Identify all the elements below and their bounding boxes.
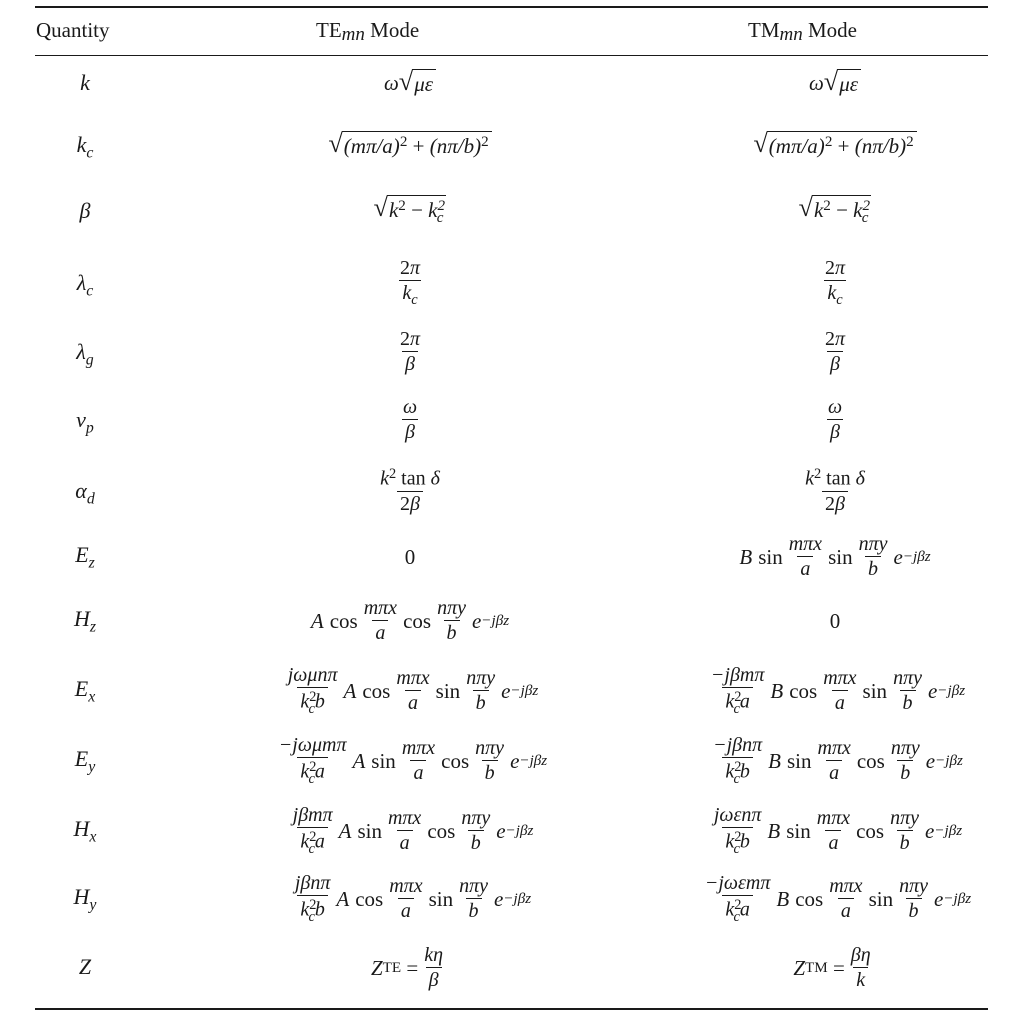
quantity-ez: $E_z$ bbox=[75, 542, 95, 572]
te-beta: √ $k^2 - k^2_c$ bbox=[373, 192, 446, 227]
tm-lambda-g: $\frac{2\pi}{\beta}$ bbox=[824, 328, 846, 375]
quantity-kc: $k_c$ bbox=[76, 132, 94, 162]
table-row-hy bbox=[35, 868, 988, 930]
tm-hy: $\frac{\text{−jωεmπ}}{k^2_ca}$ B cos $\frac{\text{mπx}}{a}$ sin $\frac{\text{nπy}}{b}$ e −jβz bbox=[704, 872, 972, 925]
te-hz: A cos $\frac{\text{mπx}}{a}$ cos $\frac{\text{nπy}}{b}$ e −jβz bbox=[310, 597, 510, 644]
te-z: Z TE = $\frac{k\eta}{\beta}$ bbox=[370, 944, 444, 991]
table-row-ex bbox=[35, 660, 988, 722]
header-tm-prefix: TM bbox=[748, 18, 780, 42]
top-rule bbox=[35, 6, 988, 8]
tm-alpha-d: $\frac{k^2 \tan \delta}{2\beta}$ bbox=[805, 466, 865, 515]
header-tm-sub: mn bbox=[779, 24, 803, 45]
quantity-alpha-d: $\alpha_d$ bbox=[75, 478, 95, 508]
header-te-mode bbox=[316, 18, 419, 43]
tm-hz: 0 bbox=[829, 608, 841, 633]
table-row-kc bbox=[35, 122, 988, 168]
tm-ex: $\frac{\text{−jβmπ}}{k^2_ca}$ B cos $\frac{\text{mπx}}{a}$ sin $\frac{\text{nπy}}{b}$ e −jβz bbox=[710, 664, 966, 717]
tm-k: ω √ με bbox=[635, 62, 1024, 104]
tm-hx: $\frac{\text{jωεnπ}}{k^2_cb}$ B sin $\frac{\text{mπx}}{a}$ cos $\frac{\text{nπy}}{b}$ e −jβz bbox=[713, 804, 963, 857]
table-row-lambda-c bbox=[35, 252, 988, 314]
te-hx: $\frac{\text{jβmπ}}{k^2_ca}$ A sin $\frac{\text{mπx}}{a}$ cos $\frac{\text{nπy}}{b}$ e −jβz bbox=[292, 804, 534, 857]
header-te-suffix: Mode bbox=[364, 18, 420, 42]
table-row-lambda-g bbox=[35, 321, 988, 383]
te-ex: $\frac{\text{jωμnπ}}{k^2_cb}$ A cos $\frac{\text{mπx}}{a}$ sin $\frac{\text{nπy}}{b}$ e −jβz bbox=[287, 664, 539, 717]
te-ez: 0 bbox=[404, 544, 416, 569]
te-ey: $\frac{\text{−jωμmπ}}{k^2_ca}$ A sin $\frac{\text{mπx}}{a}$ cos $\frac{\text{nπy}}{b}$ e −jβz bbox=[278, 734, 548, 787]
quantity-beta: β bbox=[79, 198, 91, 223]
tm-ey: $\frac{\text{−jβnπ}}{k^2_cb}$ B sin $\frac{\text{mπx}}{a}$ cos $\frac{\text{nπy}}{b}$ e −jβz bbox=[713, 734, 963, 787]
te-kc: √ $(m\pi/a)^2 + (n\pi/b)^2$ bbox=[220, 122, 600, 168]
te-k: ω √ με bbox=[220, 62, 600, 104]
quantity-ex: $E_x$ bbox=[74, 676, 96, 706]
table-row-ez bbox=[35, 528, 988, 586]
te-lambda-c: $\frac{2\pi}{k_c}$ bbox=[399, 256, 421, 308]
quantity-k: k bbox=[80, 70, 90, 95]
header-rule bbox=[35, 55, 988, 56]
quantity-hx: $H_x$ bbox=[73, 816, 97, 846]
tm-kc: √ $(m\pi/a)^2 + (n\pi/b)^2$ bbox=[635, 122, 1024, 168]
table-row-ey bbox=[35, 730, 988, 792]
tm-vp: $\frac{\omega}{\beta}$ bbox=[827, 396, 843, 443]
header-te-sub: mn bbox=[341, 24, 365, 45]
bottom-rule bbox=[35, 1008, 988, 1010]
te-hy: $\frac{\text{jβnπ}}{k^2_cb}$ A cos $\frac{\text{mπx}}{a}$ sin $\frac{\text{nπy}}{b}$ e −jβz bbox=[294, 872, 532, 925]
table-row-beta bbox=[35, 188, 988, 234]
table-row-alpha-d bbox=[35, 458, 988, 524]
table-row-vp bbox=[35, 389, 988, 451]
quantity-lambda-c: $\lambda_c$ bbox=[76, 270, 94, 300]
tm-lambda-c: $\frac{2\pi}{k_c}$ bbox=[824, 256, 846, 308]
header-tm-suffix: Mode bbox=[802, 18, 857, 42]
tm-ez: B sin $\frac{\text{mπx}}{a}$ sin $\frac{\text{nπy}}{b}$ e −jβz bbox=[739, 533, 931, 580]
quantity-hz: $H_z$ bbox=[73, 606, 97, 636]
te-vp: $\frac{\omega}{\beta}$ bbox=[402, 396, 418, 443]
quantity-ey: $E_y$ bbox=[74, 746, 96, 776]
table-row-hz bbox=[35, 592, 988, 650]
tm-z: Z TM = $\frac{\beta\eta}{k}$ bbox=[793, 944, 871, 991]
table-row-k bbox=[35, 62, 988, 104]
tm-beta: √ $k^2 - k^2_c$ bbox=[798, 192, 871, 227]
quantity-hy: $H_y$ bbox=[73, 884, 97, 914]
te-alpha-d: $\frac{k^2 \tan \delta}{2\beta}$ bbox=[380, 466, 440, 515]
table-row-z bbox=[35, 936, 988, 1000]
quantity-lambda-g: $\lambda_g$ bbox=[76, 339, 94, 369]
quantity-z: Z bbox=[78, 954, 92, 979]
table-row-hx bbox=[35, 800, 988, 862]
quantity-vp: $v_p$ bbox=[76, 407, 94, 437]
header-quantity: Quantity bbox=[36, 18, 110, 42]
te-lambda-g: $\frac{2\pi}{\beta}$ bbox=[399, 328, 421, 375]
header-te-prefix: TE bbox=[316, 18, 342, 42]
header-tm-mode bbox=[748, 18, 857, 43]
